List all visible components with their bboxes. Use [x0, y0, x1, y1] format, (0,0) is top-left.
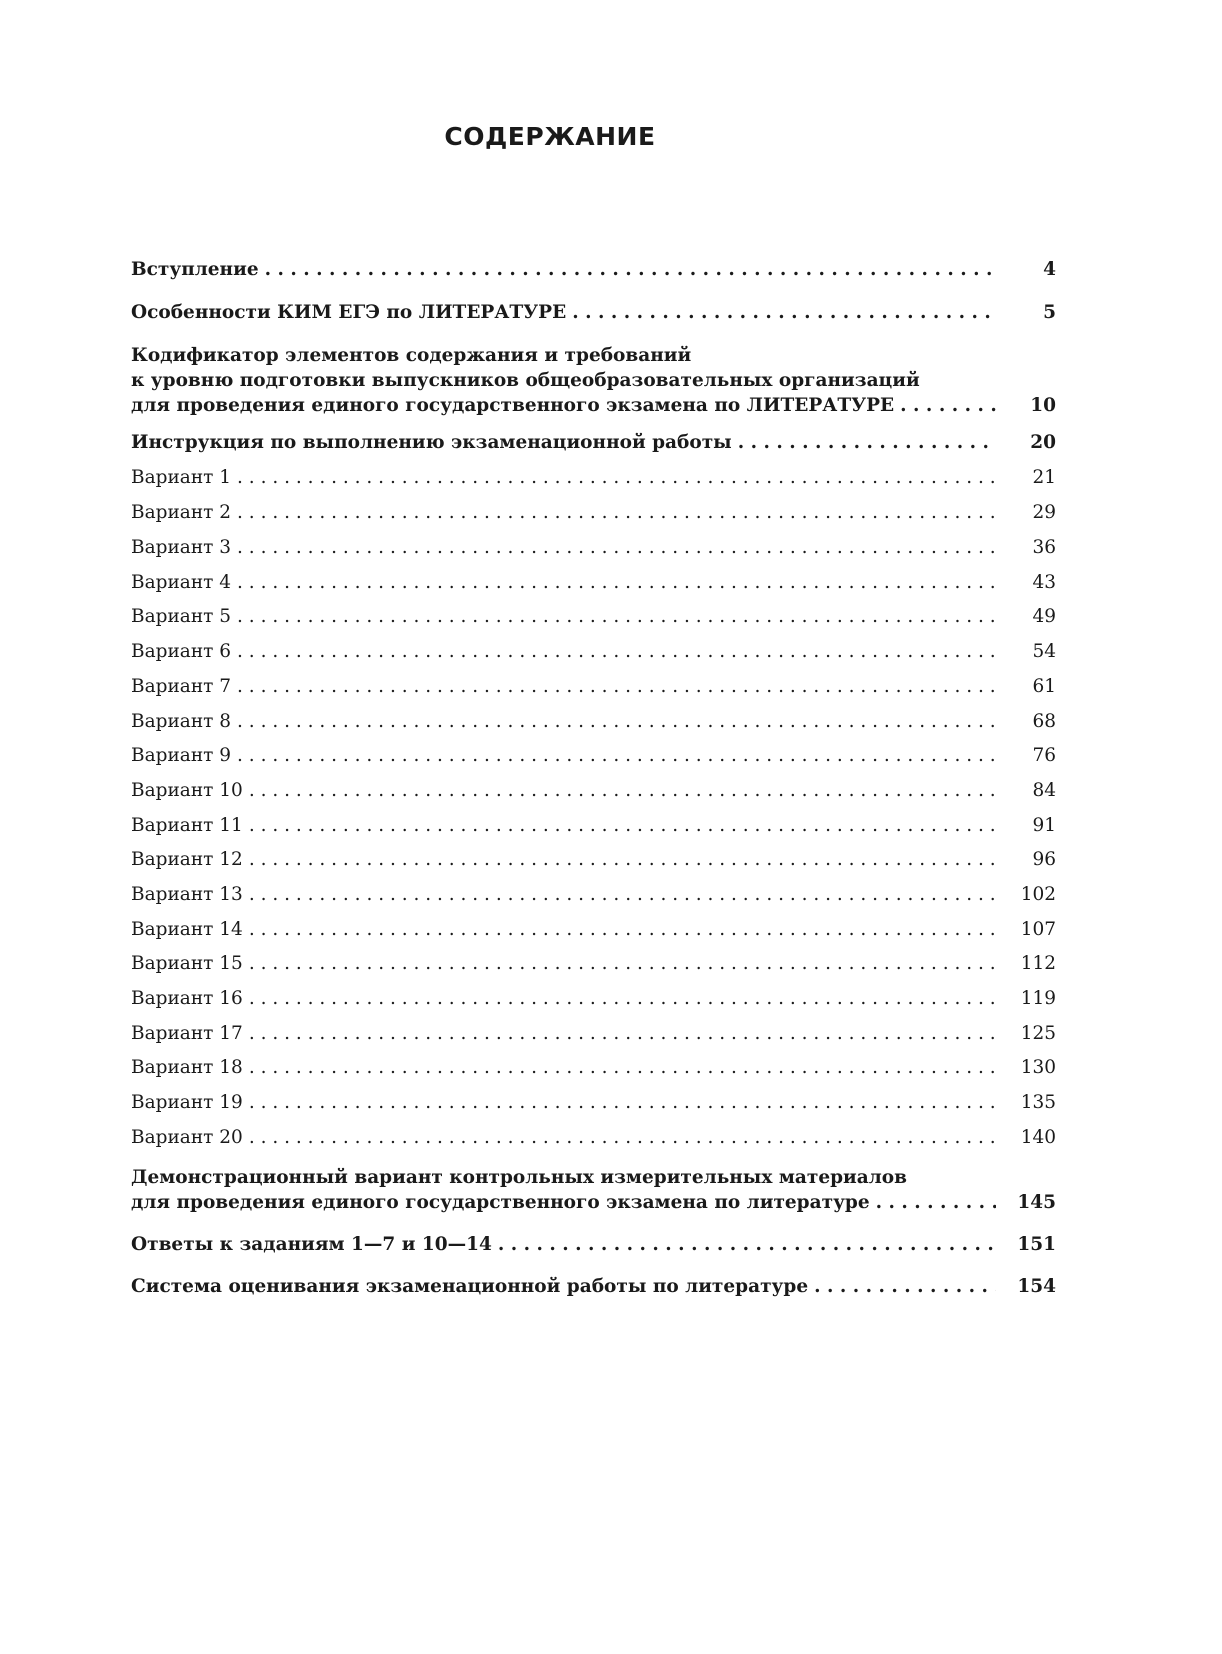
toc-entry-line [131, 604, 1056, 629]
toc-entry[interactable] [131, 674, 1056, 699]
toc-entry-page-number: 36 [1032, 537, 1056, 558]
toc-entry-title: Вариант 13 [131, 884, 243, 905]
toc-entry-line [131, 674, 1056, 699]
dot-leader [249, 951, 996, 976]
toc-entry-title: Вариант 1 [131, 467, 232, 488]
toc-entry-title: Особенности КИМ ЕГЭ по ЛИТЕРАТУРЕ [131, 302, 567, 323]
toc-entry-line [131, 1190, 1056, 1215]
toc-entry-page-number: 10 [1030, 395, 1056, 416]
toc-entry-line [131, 1232, 1056, 1257]
dot-leader [900, 393, 996, 418]
toc-entry-line [131, 1125, 1056, 1150]
toc-entry-line [131, 813, 1056, 838]
toc-entry[interactable] [131, 300, 1056, 325]
toc-entry-title: Вариант 9 [131, 745, 232, 766]
toc-entry-line [131, 300, 1056, 325]
toc-entry[interactable] [131, 882, 1056, 907]
toc-entry[interactable] [131, 813, 1056, 838]
toc-entry[interactable] [131, 500, 1056, 525]
toc-entry[interactable] [131, 1232, 1056, 1257]
toc-entry[interactable] [131, 465, 1056, 490]
dot-leader [237, 709, 996, 734]
toc-entry-page-number: 61 [1032, 676, 1056, 697]
toc-entry-page-number: 145 [1017, 1192, 1056, 1213]
toc-entry-title-line: к уровню подготовки выпускников общеобразовательных организаций [131, 370, 920, 391]
toc-entry-title: Вариант 11 [131, 815, 243, 836]
toc-entry-page-number: 21 [1032, 467, 1056, 488]
toc-entry-page-number: 4 [1043, 259, 1056, 280]
toc-entry-page-number: 102 [1020, 884, 1056, 905]
toc-entry-title-line: Кодификатор элементов содержания и требований [131, 345, 692, 366]
dot-leader [237, 674, 996, 699]
toc-entry[interactable] [131, 639, 1056, 664]
toc-entry[interactable] [131, 986, 1056, 1011]
toc-entry-title: Ответы к заданиям 1—7 и 10—14 [131, 1234, 492, 1255]
toc-entry-line [131, 1274, 1056, 1299]
toc-entry-line [131, 743, 1056, 768]
toc-entry-line [131, 393, 1056, 418]
dot-leader [237, 500, 996, 525]
toc-entry[interactable] [131, 343, 1056, 418]
toc-entry-line [131, 986, 1056, 1011]
toc-entry-line [131, 847, 1056, 872]
toc-entry-page-number: 154 [1017, 1276, 1056, 1297]
dot-leader [237, 604, 996, 629]
toc-entry-title: Вариант 5 [131, 606, 232, 627]
toc-entry-line [131, 465, 1056, 490]
toc-entry[interactable] [131, 570, 1056, 595]
dot-leader [572, 300, 996, 325]
toc-entry-line [131, 257, 1056, 282]
toc-entry-page-number: 140 [1020, 1127, 1056, 1148]
toc-entry-page-number: 76 [1032, 745, 1056, 766]
page-title: СОДЕРЖАНИЕ [444, 122, 656, 151]
toc-entry-line [131, 882, 1056, 907]
toc-entry-page-number: 49 [1032, 606, 1056, 627]
dot-leader [265, 257, 996, 282]
toc-entry-title: Вступление [131, 259, 259, 280]
toc-entry-title: Система оценивания экзаменационной работы по литературе [131, 1276, 809, 1297]
dot-leader [237, 570, 996, 595]
toc-entry-page-number: 151 [1017, 1234, 1056, 1255]
dot-leader [249, 1055, 996, 1080]
dot-leader [249, 917, 996, 942]
toc-entry-title: Вариант 17 [131, 1023, 243, 1044]
toc-entry-page-number: 107 [1020, 919, 1056, 940]
dot-leader [249, 882, 996, 907]
toc-entry[interactable] [131, 1125, 1056, 1150]
dot-leader [237, 639, 996, 664]
toc-entry-title: Вариант 3 [131, 537, 232, 558]
dot-leader [498, 1232, 996, 1257]
toc-entry-page-number: 91 [1032, 815, 1056, 836]
toc-entry-line [131, 639, 1056, 664]
dot-leader [237, 535, 996, 560]
toc-entry[interactable] [131, 743, 1056, 768]
toc-entry-title: Вариант 16 [131, 988, 243, 1009]
dot-leader [249, 778, 996, 803]
dot-leader [249, 1021, 996, 1046]
dot-leader [249, 1125, 996, 1150]
toc-entry[interactable] [131, 709, 1056, 734]
toc-entry-line [131, 778, 1056, 803]
toc-entry-title: Вариант 18 [131, 1057, 243, 1078]
toc-entry[interactable] [131, 535, 1056, 560]
toc-entry-page-number: 68 [1032, 711, 1056, 732]
toc-entry[interactable] [131, 951, 1056, 976]
dot-leader [876, 1190, 996, 1215]
toc-entry[interactable] [131, 430, 1056, 455]
toc-entry-title: Вариант 7 [131, 676, 232, 697]
table-of-contents [131, 0, 1056, 1654]
dot-leader [237, 465, 996, 490]
toc-entry-title: Вариант 2 [131, 502, 232, 523]
toc-entry[interactable] [131, 847, 1056, 872]
dot-leader [814, 1274, 996, 1299]
toc-entry[interactable] [131, 604, 1056, 629]
toc-entry-page-number: 112 [1020, 953, 1056, 974]
toc-entry-line [131, 430, 1056, 455]
toc-entry-line [131, 917, 1056, 942]
toc-entry-title: Вариант 6 [131, 641, 232, 662]
toc-entry-title: Вариант 12 [131, 849, 243, 870]
toc-entry-title: для проведения единого государственного экзамена по ЛИТЕРАТУРЕ [131, 395, 895, 416]
toc-entry-page-number: 125 [1020, 1023, 1056, 1044]
toc-entry-page-number: 130 [1020, 1057, 1056, 1078]
toc-entry-page-number: 119 [1020, 988, 1056, 1009]
toc-entry-title: Вариант 8 [131, 711, 232, 732]
toc-entry[interactable] [131, 1055, 1056, 1080]
toc-entry-page-number: 20 [1030, 432, 1056, 453]
toc-entry[interactable] [131, 1165, 1056, 1215]
toc-entry-page-number: 96 [1032, 849, 1056, 870]
toc-entry-line [131, 535, 1056, 560]
toc-entry-line [131, 709, 1056, 734]
toc-entry-title: Вариант 20 [131, 1127, 243, 1148]
toc-entry-title: для проведения единого государственного экзамена по литературе [131, 1192, 870, 1213]
toc-entry-line [131, 951, 1056, 976]
toc-entry[interactable] [131, 1090, 1056, 1115]
toc-entry-title: Вариант 15 [131, 953, 243, 974]
toc-entry[interactable] [131, 778, 1056, 803]
toc-entry[interactable] [131, 1274, 1056, 1299]
toc-entry-line [131, 500, 1056, 525]
toc-entry-page-number: 84 [1032, 780, 1056, 801]
dot-leader [237, 743, 996, 768]
dot-leader [249, 847, 996, 872]
toc-entry-line [131, 1090, 1056, 1115]
toc-entry-title: Вариант 19 [131, 1092, 243, 1113]
dot-leader [249, 986, 996, 1011]
toc-entry-line [131, 1021, 1056, 1046]
toc-entry-page-number: 43 [1032, 572, 1056, 593]
dot-leader [249, 813, 996, 838]
toc-entry[interactable] [131, 257, 1056, 282]
toc-entry[interactable] [131, 1021, 1056, 1046]
toc-entry-title: Вариант 4 [131, 572, 232, 593]
toc-entry[interactable] [131, 917, 1056, 942]
toc-entry-title: Вариант 14 [131, 919, 243, 940]
toc-entry-title: Вариант 10 [131, 780, 243, 801]
toc-entry-page-number: 54 [1032, 641, 1056, 662]
toc-entry-title-line: Демонстрационный вариант контрольных измерительных материалов [131, 1167, 907, 1188]
toc-entry-page-number: 135 [1020, 1092, 1056, 1113]
toc-entry-line [131, 1055, 1056, 1080]
toc-entry-title: Инструкция по выполнению экзаменационной работы [131, 432, 732, 453]
dot-leader [738, 430, 996, 455]
toc-entry-line [131, 570, 1056, 595]
toc-entry-page-number: 29 [1032, 502, 1056, 523]
toc-entry-page-number: 5 [1043, 302, 1056, 323]
dot-leader [249, 1090, 996, 1115]
